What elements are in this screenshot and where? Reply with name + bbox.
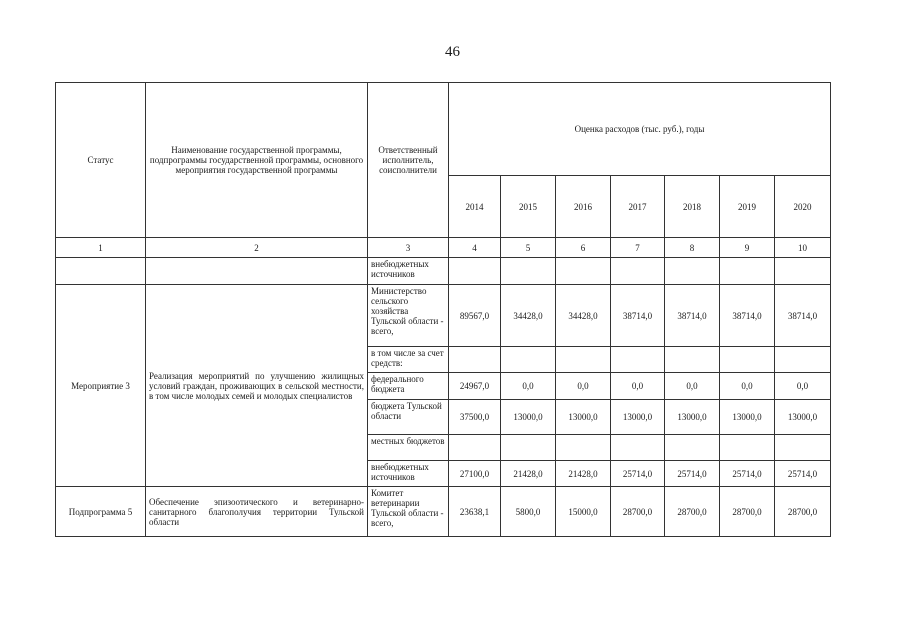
table-row (56, 258, 831, 285)
column-number: 3 (368, 238, 449, 258)
executor-cell: федерального бюджета (368, 373, 449, 400)
name-cell: Реализация мероприятий по улучшению жилищных условий граждан, проживающих в сельской местности, в том числе молодых семей и молодых специалистов (146, 285, 368, 487)
name-cell (146, 258, 368, 285)
value-cell: 38714,0 (665, 285, 720, 347)
name-cell: Обеспечение эпизоотического и ветеринарно-санитарного благополучия территории Тульской области (146, 487, 368, 537)
value-cell (775, 258, 831, 285)
value-cell (720, 435, 775, 461)
value-cell: 38714,0 (720, 285, 775, 347)
value-cell: 38714,0 (775, 285, 831, 347)
header-year: 2017 (611, 176, 665, 238)
value-cell (665, 347, 720, 373)
value-cell (665, 435, 720, 461)
header-status: Статус (56, 83, 146, 238)
value-cell: 37500,0 (449, 400, 501, 435)
value-cell: 0,0 (611, 373, 665, 400)
value-cell (556, 258, 611, 285)
value-cell: 13000,0 (665, 400, 720, 435)
header-year: 2019 (720, 176, 775, 238)
status-cell (56, 258, 146, 285)
header-year: 2020 (775, 176, 831, 238)
value-cell: 21428,0 (556, 461, 611, 487)
value-cell: 13000,0 (775, 400, 831, 435)
value-cell: 38714,0 (611, 285, 665, 347)
value-cell (720, 347, 775, 373)
header-year: 2018 (665, 176, 720, 238)
value-cell (775, 435, 831, 461)
value-cell: 0,0 (665, 373, 720, 400)
executor-cell: Комитет ветеринарии Тульской области - всего, (368, 487, 449, 537)
header-year: 2015 (501, 176, 556, 238)
column-number: 6 (556, 238, 611, 258)
column-number: 1 (56, 238, 146, 258)
value-cell: 25714,0 (665, 461, 720, 487)
value-cell (611, 258, 665, 285)
value-cell: 0,0 (720, 373, 775, 400)
value-cell: 13000,0 (501, 400, 556, 435)
executor-cell: местных бюджетов (368, 435, 449, 461)
header-year: 2016 (556, 176, 611, 238)
value-cell: 13000,0 (720, 400, 775, 435)
value-cell: 0,0 (775, 373, 831, 400)
budget-table (55, 82, 831, 537)
value-cell: 0,0 (556, 373, 611, 400)
value-cell: 23638,1 (449, 487, 501, 537)
column-number: 7 (611, 238, 665, 258)
value-cell: 21428,0 (501, 461, 556, 487)
value-cell: 28700,0 (720, 487, 775, 537)
executor-cell: бюджета Тульской области (368, 400, 449, 435)
value-cell: 28700,0 (665, 487, 720, 537)
value-cell (775, 347, 831, 373)
header-executor: Ответственный исполнитель, соисполнители (368, 83, 449, 238)
header-year: 2014 (449, 176, 501, 238)
value-cell: 0,0 (501, 373, 556, 400)
executor-cell: внебюджетных источников (368, 461, 449, 487)
value-cell (449, 258, 501, 285)
value-cell (449, 435, 501, 461)
page-number: 46 (445, 44, 460, 60)
value-cell: 89567,0 (449, 285, 501, 347)
value-cell: 34428,0 (501, 285, 556, 347)
column-number: 10 (775, 238, 831, 258)
value-cell (501, 258, 556, 285)
value-cell: 25714,0 (611, 461, 665, 487)
table-row (56, 487, 831, 537)
column-number: 9 (720, 238, 775, 258)
value-cell: 25714,0 (775, 461, 831, 487)
header-program-name: Наименование государственной программы, подпрограммы государственной программы, основного мероприятия государственной программы (146, 83, 368, 238)
executor-cell: внебюджетных источников (368, 258, 449, 285)
column-number: 5 (501, 238, 556, 258)
value-cell (611, 435, 665, 461)
table-row (56, 285, 831, 347)
column-number: 2 (146, 238, 368, 258)
value-cell (501, 347, 556, 373)
value-cell (449, 347, 501, 373)
executor-cell: Министерство сельского хозяйства Тульской области - всего, (368, 285, 449, 347)
value-cell (556, 347, 611, 373)
value-cell (501, 435, 556, 461)
value-cell (720, 258, 775, 285)
value-cell: 28700,0 (775, 487, 831, 537)
value-cell (665, 258, 720, 285)
value-cell: 5800,0 (501, 487, 556, 537)
executor-cell: в том числе за счет средств: (368, 347, 449, 373)
value-cell: 15000,0 (556, 487, 611, 537)
value-cell: 13000,0 (611, 400, 665, 435)
column-number: 8 (665, 238, 720, 258)
status-cell: Мероприятие 3 (56, 285, 146, 487)
value-cell (556, 435, 611, 461)
status-cell: Подпрограмма 5 (56, 487, 146, 537)
value-cell: 34428,0 (556, 285, 611, 347)
value-cell (611, 347, 665, 373)
column-number: 4 (449, 238, 501, 258)
value-cell: 24967,0 (449, 373, 501, 400)
value-cell: 27100,0 (449, 461, 501, 487)
header-costs: Оценка расходов (тыс. руб.), годы (449, 83, 831, 176)
value-cell: 13000,0 (556, 400, 611, 435)
value-cell: 28700,0 (611, 487, 665, 537)
value-cell: 25714,0 (720, 461, 775, 487)
